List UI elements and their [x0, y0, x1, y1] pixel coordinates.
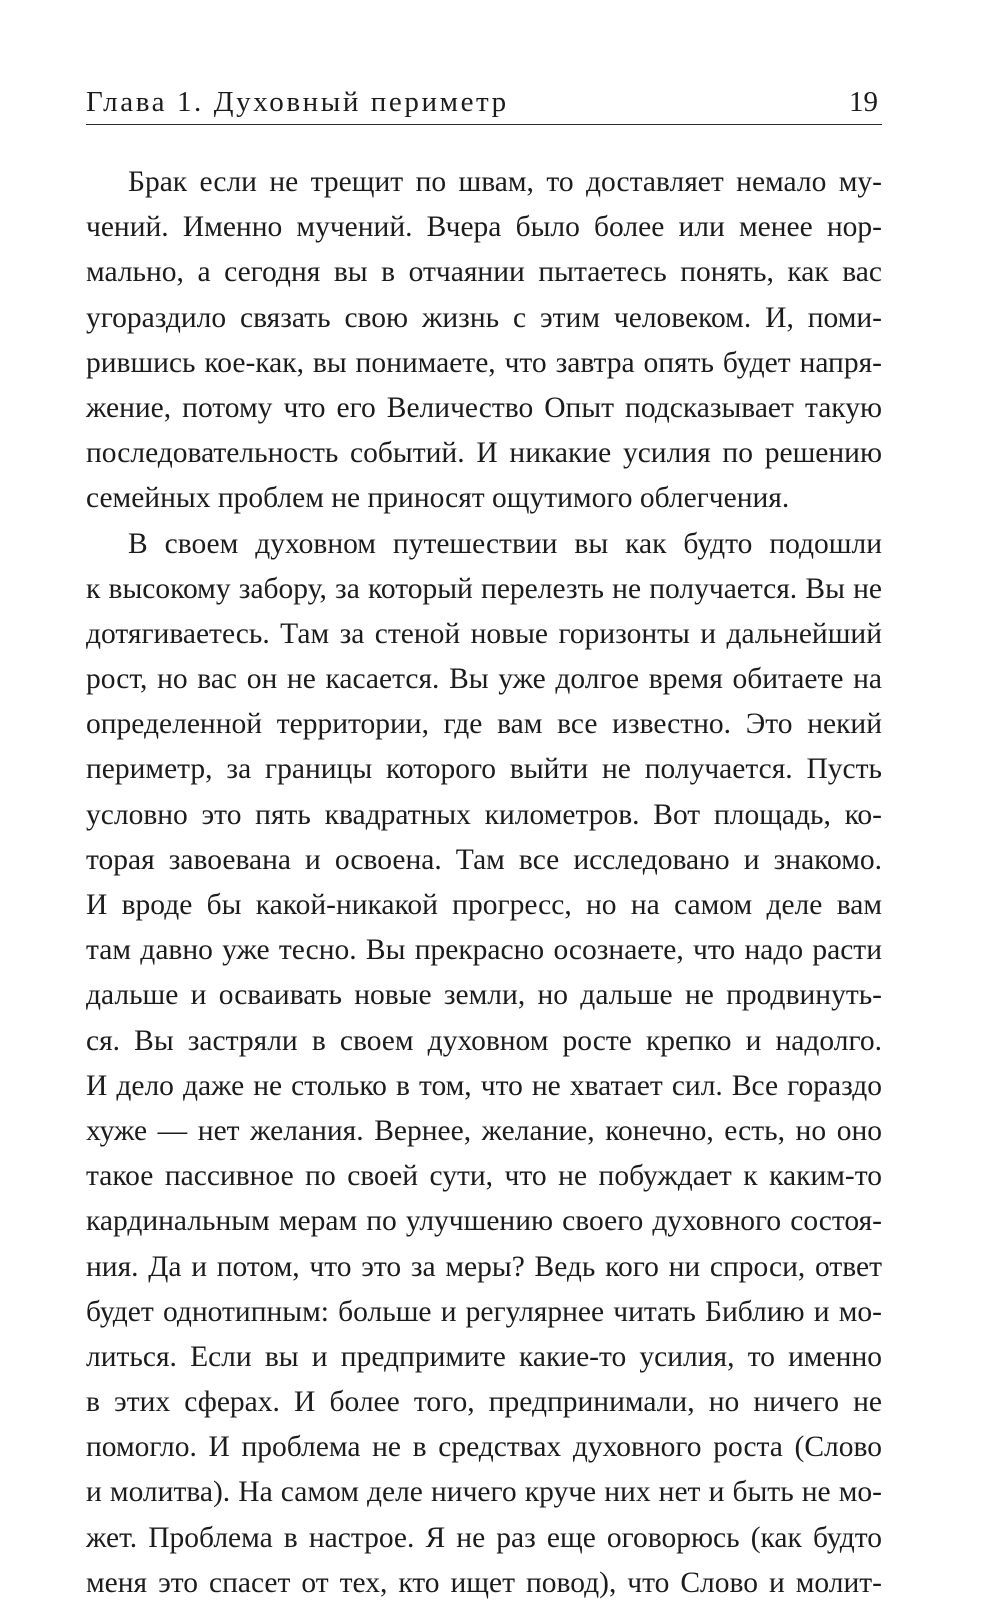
text-line: В своем духовном путешествии вы как будто подошли — [86, 522, 882, 567]
text-line: условно это пять квадратных километров. Вот площадь, ко- — [86, 793, 882, 838]
text-line: хуже — нет желания. Вернее, желание, конечно, есть, но оно — [86, 1109, 882, 1154]
text-line: рившись кое-как, вы понимаете, что завтра опять будет напря- — [86, 341, 882, 386]
text-line: угораздило связать свою жизнь с этим человеком. И, поми- — [86, 296, 882, 341]
text-line: будет однотипным: больше и регулярнее читать Библию и мо- — [86, 1290, 882, 1335]
paragraph — [86, 522, 882, 1606]
text-line: помогло. И проблема не в средствах духовного роста (Слово — [86, 1425, 882, 1470]
chapter-title: Глава 1. Духовный периметр — [86, 86, 509, 119]
text-line: последовательность событий. И никакие усилия по решению — [86, 431, 882, 476]
text-line: торая завоевана и освоена. Там все исследовано и знакомо. — [86, 838, 882, 883]
text-line: И вроде бы какой-никакой прогресс, но на самом деле вам — [86, 883, 882, 928]
text-line: к высокому забору, за который перелезть не получается. Вы не — [86, 567, 882, 612]
text-line: Брак если не трещит по швам, то доставляет немало му- — [86, 160, 882, 205]
text-line: мально, а сегодня вы в отчаянии пытаетесь понять, как вас — [86, 250, 882, 295]
text-line: дальше и осваивать новые земли, но дальше не продвинуть- — [86, 973, 882, 1018]
text-line: ния. Да и потом, что это за меры? Ведь кого ни спроси, ответ — [86, 1245, 882, 1290]
running-head — [86, 84, 882, 125]
paragraph — [86, 160, 882, 522]
text-line: меня это спасет от тех, кто ищет повод), что Слово и молит- — [86, 1561, 882, 1606]
text-line: такое пассивное по своей сути, что не побуждает к каким-то — [86, 1154, 882, 1199]
body-text — [86, 160, 882, 1606]
text-line: в этих сферах. И более того, предпринимали, но ничего не — [86, 1380, 882, 1425]
text-line: дотягиваетесь. Там за стеной новые горизонты и дальнейший — [86, 612, 882, 657]
text-line: там давно уже тесно. Вы прекрасно осознаете, что надо расти — [86, 928, 882, 973]
text-line: жение, потому что его Величество Опыт подсказывает такую — [86, 386, 882, 431]
text-line: кардинальным мерам по улучшению своего духовного состоя- — [86, 1199, 882, 1244]
text-line: жет. Проблема в настрое. Я не раз еще оговорюсь (как будто — [86, 1516, 882, 1561]
text-line: И дело даже не столько в том, что не хватает сил. Все гораздо — [86, 1064, 882, 1109]
page-number: 19 — [849, 86, 878, 119]
text-line: рост, но вас он не касается. Вы уже долгое время обитаете на — [86, 657, 882, 702]
text-line: определенной территории, где вам все известно. Это некий — [86, 702, 882, 747]
text-line: и молитва). На самом деле ничего круче них нет и быть не мо- — [86, 1470, 882, 1515]
text-line: ся. Вы застряли в своем духовном росте крепко и надолго. — [86, 1019, 882, 1064]
text-line: периметр, за границы которого выйти не получается. Пусть — [86, 747, 882, 792]
text-line: чений. Именно мучений. Вчера было более или менее нор- — [86, 205, 882, 250]
text-line: семейных проблем не приносят ощутимого облегчения. — [86, 476, 882, 521]
text-line: литься. Если вы и предпримите какие-то усилия, то именно — [86, 1335, 882, 1380]
